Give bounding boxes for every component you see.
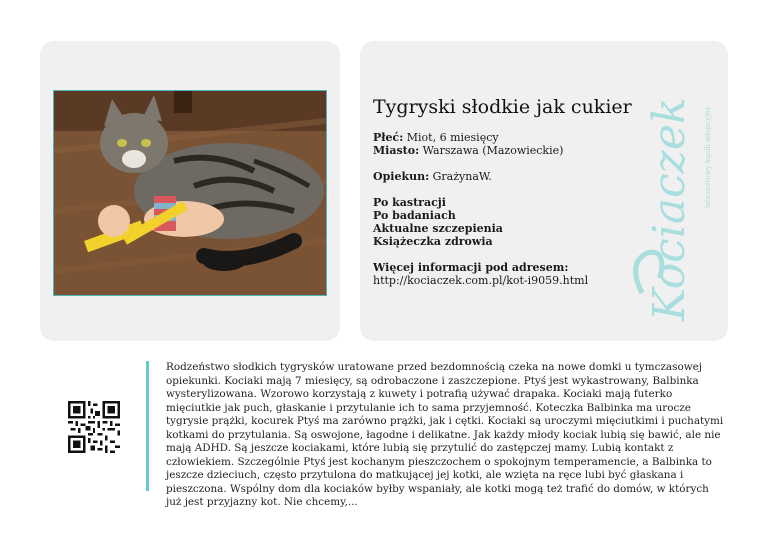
- sex-row: [373, 131, 588, 144]
- health-item: Po kastracji: [373, 196, 446, 209]
- listing-url[interactable]: http://kociaczek.com.pl/kot-i9059.html: [373, 274, 589, 287]
- cat-photo: [53, 90, 327, 296]
- info-card: [360, 41, 728, 341]
- logo-wordmark: Kociaczek: [644, 97, 695, 321]
- more-info-label: Więcej informacji pod adresem:: [373, 261, 569, 274]
- guardian-row: [373, 170, 588, 183]
- sex-label: Płeć:: [373, 131, 404, 144]
- city-value: Warszawa (Mazowieckie): [422, 144, 564, 157]
- health-item: Po badaniach: [373, 209, 456, 222]
- listing-title: Tygryski słodkie jak cukier: [373, 96, 632, 118]
- description-text: Rodzeństwo słodkich tygrysków uratowane przed bezdomnością czeka na nowe domki u tymczasowej opiekunki. Kociaki mają 7 miesięcy, są odrobaczone i zaszczepione. Ptyś jest wykastrowany, Balbinka wysterylizowana. Wzorowo korzystają z kuwety i potrafią używać drapaka. Kociaki mają futerko mięciutkie jak puch, głaskanie i przytulanie ich to sama przyjemność. Koteczka Balbinka ma urocze tygrysie prążki, kocurek Ptyś ma zarówno prążki, jak i cętki. Kociaki są uroczymi mięciutkimi i puchatymi kotkami do przytulania. Są oswojone, łagodne i delikatne. Jak każdy młody kociak lubią się bawić, ale nie mają ADHD. Są jeszcze kociakami, które lubią się przytulić do zastępczej mamy. Lubią kontakt z człowiekiem. Szczególnie Ptyś jest kochanym pieszczochem o spokojnym temperamencie, a Balbinka to jeszcze dzieciuch, często przytulona do matkującej jej kotki, ale wzięta na ręce lubi być głaskana i pieszczona. Wspólny dom dla kociaków byłby wspaniały, ale kotki mogą też trafić do domów, w których już jest przyjazny kot. Nie chcemy,...: [166, 361, 724, 508]
- city-label: Miasto:: [373, 144, 420, 157]
- health-item: Aktualne szczepienia: [373, 222, 503, 235]
- guardian-value: GrażynaW.: [432, 170, 492, 183]
- sex-value: Miot, 6 miesięcy: [406, 131, 499, 144]
- qr-code-icon[interactable]: [68, 401, 120, 453]
- health-item: Książeczka zdrowia: [373, 235, 493, 248]
- logo-tagline: internetowy kącik adopcyjny: [704, 106, 712, 208]
- guardian-label: Opiekun:: [373, 170, 430, 183]
- listing-fields: [373, 131, 588, 287]
- city-row: [373, 144, 588, 157]
- photo-card: [40, 41, 340, 341]
- kociaczek-logo: [622, 63, 722, 323]
- accent-divider: [146, 361, 149, 491]
- cat-photo-image: [54, 91, 326, 295]
